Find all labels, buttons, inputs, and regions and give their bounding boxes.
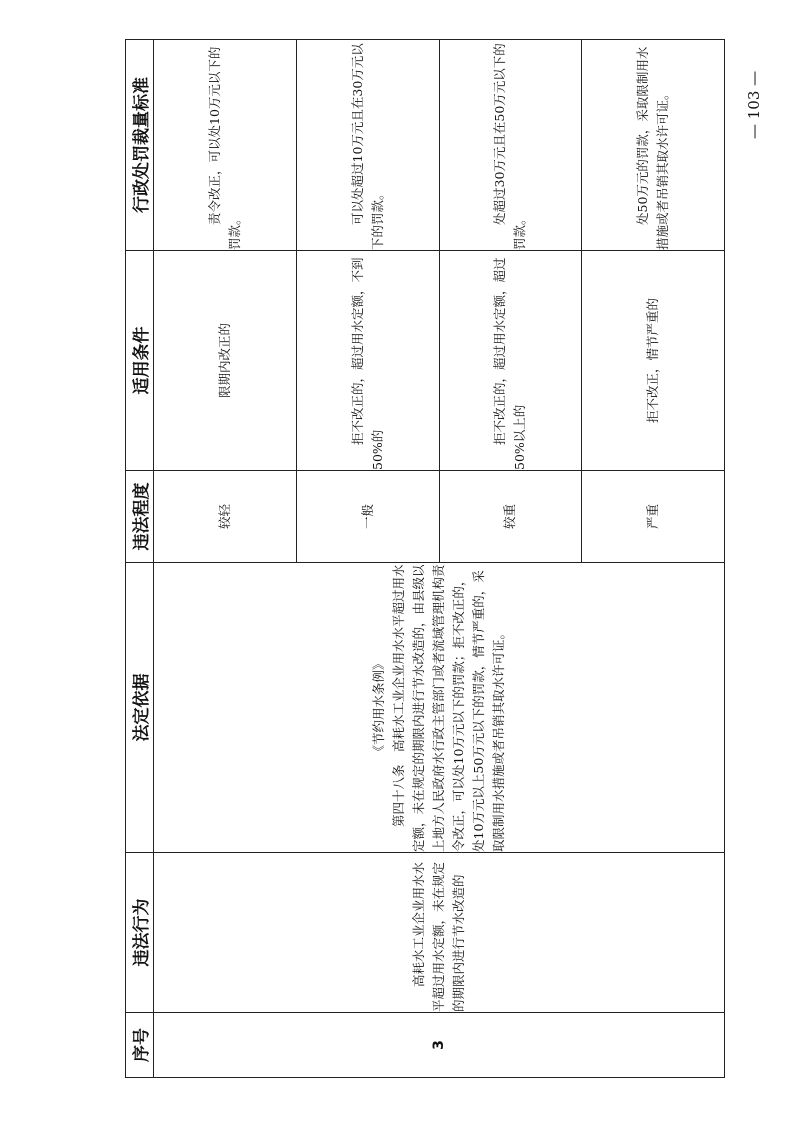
- header-row: [126, 40, 154, 1078]
- standard-level-4: 处50万元的罚款，采取限制用水措施或者吊销其取水许可证。: [582, 40, 725, 251]
- condition-level-2: 拒不改正的，超过用水定额，不到50%的: [296, 251, 439, 471]
- degree-level-1: 较轻: [154, 471, 297, 563]
- header-seq: 序号: [126, 1013, 154, 1078]
- condition-level-1: 限期内改正的: [154, 251, 297, 471]
- header-behavior: 违法行为: [126, 853, 154, 1013]
- header-degree: 违法程度: [126, 471, 154, 563]
- condition-level-4: 拒不改正，情节严重的: [582, 251, 725, 471]
- page-number: — 103 —: [745, 70, 763, 140]
- row-behavior: [154, 853, 725, 1013]
- basis-text: 第四十八条 高耗水工业企业用水水平超过用水定额，未在规定的期限内进行节水改造的，由县级以上地方人民政府水行政主管部门或者流域管理机构责令改正，可以处10万元以下的罚款；拒不改正的，处10万元以上50万元以下的罚款，情节严重的，采取限制用水措施或者吊销其取水许可证。: [391, 564, 506, 852]
- degree-level-2: 一般: [296, 471, 439, 563]
- degree-level-3: 较重: [439, 471, 582, 563]
- header-condition: 适用条件: [126, 251, 154, 471]
- basis-title: 《节约用水条例》: [371, 657, 386, 758]
- table-row: [154, 40, 297, 1078]
- row-basis: [154, 563, 725, 853]
- penalty-standard-table: [125, 39, 725, 1078]
- row-seq: 3: [154, 1013, 725, 1078]
- degree-level-4: 严重: [582, 471, 725, 563]
- penalty-table-sheet: [125, 40, 725, 1078]
- condition-level-3: 拒不改正的，超过用水定额，超过50%以上的: [439, 251, 582, 471]
- header-standard: 行政处罚裁量标准: [126, 40, 154, 251]
- standard-level-3: 处超过30万元且在50万元以下的罚款。: [439, 40, 582, 251]
- behavior-text: 高耗水工业企业用水水平超过用水定额，未在规定的期限内进行节水改造的: [411, 861, 466, 1012]
- header-basis: 法定依据: [126, 563, 154, 853]
- standard-level-1: 责令改正，可以处10万元以下的罚款。: [154, 40, 297, 251]
- standard-level-2: 可以处超过10万元且在30万元以下的罚款。: [296, 40, 439, 251]
